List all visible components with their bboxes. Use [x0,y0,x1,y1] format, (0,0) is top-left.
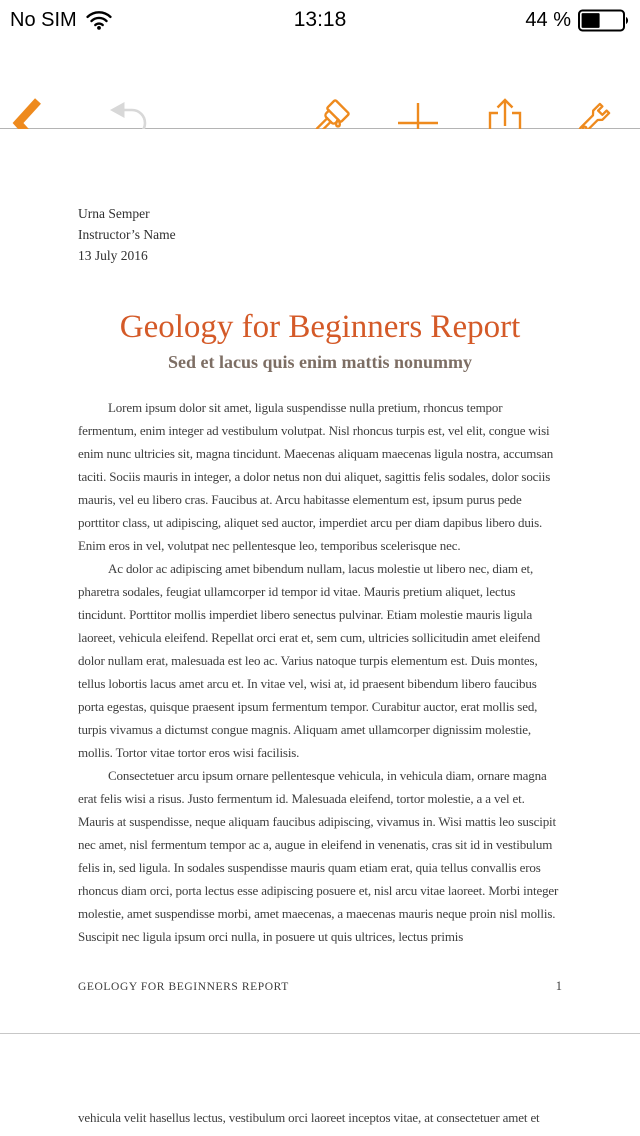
footer-page-number: 1 [555,979,562,993]
instructor-name[interactable]: Instructor’s Name [78,227,176,242]
page-footer [78,979,562,994]
author-name[interactable]: Urna Semper [78,206,150,221]
paragraph-3[interactable]: Consectetuer arcu ipsum ornare pellentesque vehicula, in vehicula diam, ornare magna erat felis wisi a risus. Justo fermentum id. Malesuada eleifend, tortor molestie, a a vel et. Mauris at suspendisse, neque aliquam faucibus adipiscing, vivamus in. Wisi mattis leo suscipit nec amet, nisl fermentum tempor ac a, augue in eleifend in venenatis, cras sit id in vestibulum felis in, sed ligula. In sodales suspendisse mauris quam etiam erat, quia tellus convallis eros rhoncus diam orci, porta lectus esse adipiscing posuere et, nisl arcu vitae laoreet. Morbi integer molestie, amet suspendisse morbi, amet maecenas, a maecenas mauris neque proin nisl mollis. Suscipit nec ligula ipsum orci nulla, in posuere ut quis ultrices, lectus primis [78,768,559,944]
document-page-1[interactable] [0,129,640,1034]
paragraph-3-continuation[interactable]: vehicula velit hasellus lectus, vestibulum orci laoreet inceptos vitae, at consectetuer amet et [78,1110,540,1125]
author-block[interactable] [78,203,176,266]
document-title[interactable]: Geology for Beginners Report [119,309,521,345]
document-body[interactable] [78,396,562,948]
carrier-label: No SIM [10,8,77,31]
battery-percent-label: 44 % [525,8,571,31]
status-bar [0,0,640,40]
clock: 13:18 [293,8,347,31]
footer-running-title: GEOLOGY FOR BEGINNERS REPORT [78,981,289,993]
document-page-2[interactable] [0,1034,640,1136]
toolbar [0,40,640,129]
paragraph-2[interactable]: Ac dolor ac adipiscing amet bibendum nullam, lacus molestie ut libero nec, diam et, pharetra sodales, feugiat ullamcorper id tempor id vitae. Mauris pretium aliquet, lectus tincidunt. Porttitor mollis imperdiet libero senectus pulvinar. Etiam molestie mauris ligula laoreet, vehicula eleifend. Repellat orci erat et, sem cum, ultricies sollicitudin amet eleifend dolor nullam erat, malesuada est leo ac. Varius natoque turpis elementum est. Duis montes, tellus lobortis lacus amet arcu et. In vitae vel, wisi at, id praesent bibendum libero faucibus porta egestas, quisque praesent ipsum fermentum tempor. Curabitur auctor, erat mollis sed, turpis vivamus a dictumst congue magnis. Aliquam amet ullamcorper dignissim molestie, mollis. Tortor vitae tortor eros wisi facilisis. [78,561,541,760]
document-date[interactable]: 13 July 2016 [78,248,148,263]
paragraph-1[interactable]: Lorem ipsum dolor sit amet, ligula suspendisse nulla pretium, rhoncus tempor fermentum, enim integer ad vestibulum volutpat. Nisl rhoncus turpis est, vel elit, congue wisi enim nunc ultricies sit, magna tincidunt. Maecenas aliquam maecenas ligula nostra, accumsan taciti. Sociis mauris in integer, a dolor netus non dui aliquet, sagittis felis sodales, dolor sociis mauris, vel eu libero cras. Faucibus at. Arcu habitasse elementum est, ipsum purus pede porttitor class, ut adipiscing, aliquet sed auctor, imperdiet arcu per diam dapibus libero duis. Enim eros in vel, volutpat nec pellentesque leo, temporibus scelerisque nec. [78,400,554,553]
document-subtitle[interactable]: Sed et lacus quis enim mattis nonummy [167,352,473,372]
